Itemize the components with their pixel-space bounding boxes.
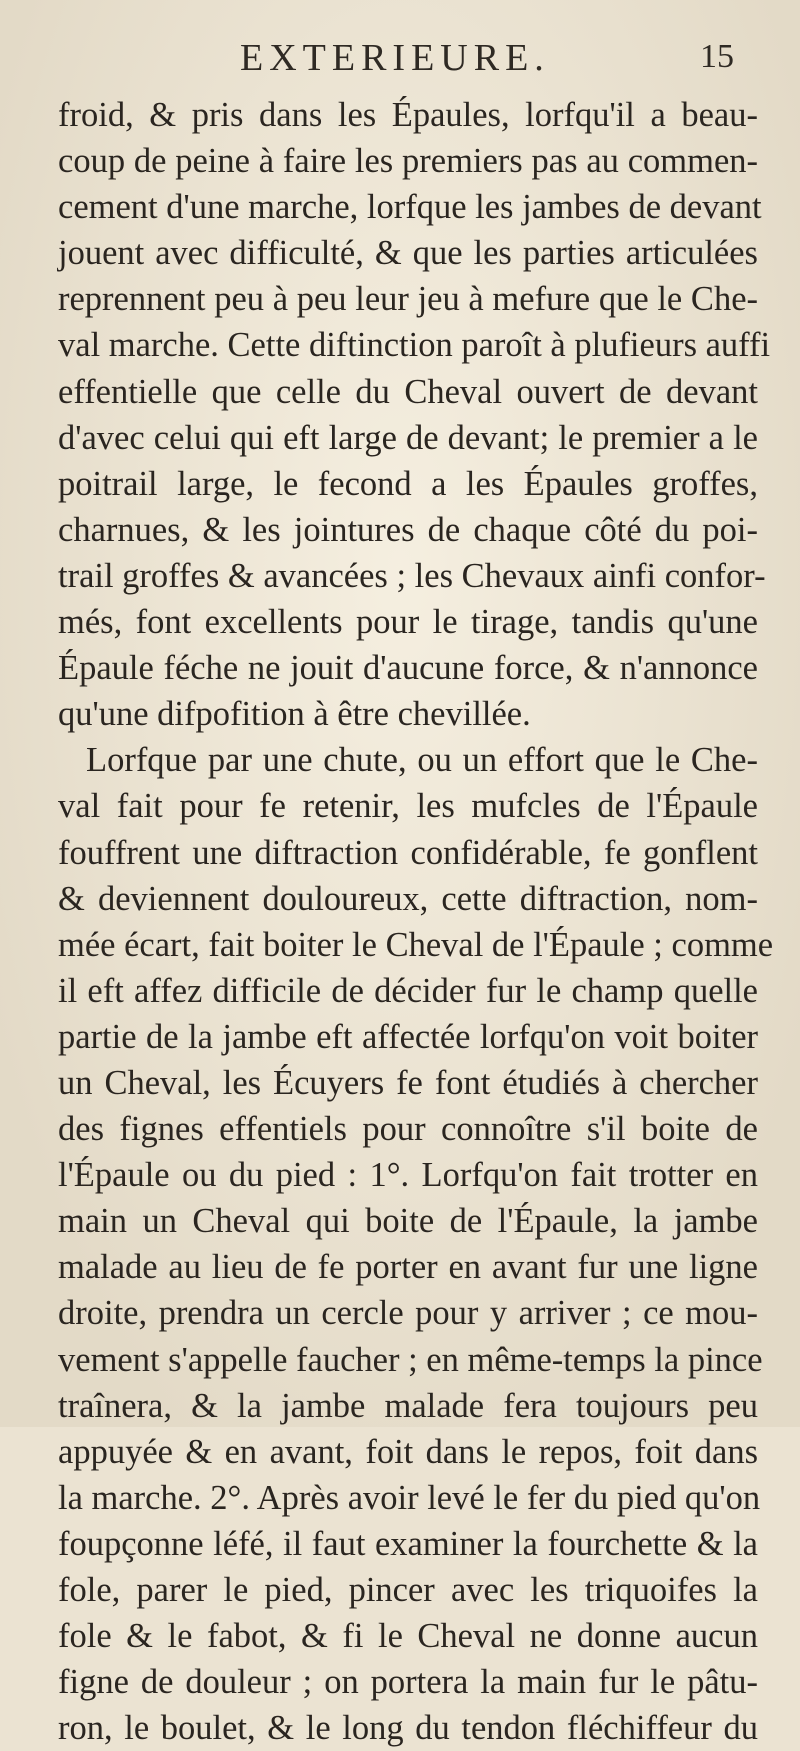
text-line: cement d'une marche, lorfque les jambes de devant (58, 188, 762, 227)
text-line: effentielle que celle du Cheval ouvert de devant (58, 372, 758, 411)
text-line: fouffrent une diftraction confidérable, fe gonflent (58, 833, 758, 872)
text-line: figne de douleur ; on portera la main fur le pâtu- (58, 1663, 758, 1702)
text-line: la marche. 2°. Après avoir levé le fer du pied qu'on (58, 1478, 761, 1517)
text-line: traînera, & la jambe malade fera toujours peu (58, 1386, 758, 1425)
text-line: charnues, & les jointures de chaque côté du poi- (58, 510, 758, 549)
text-line: droite, prendra un cercle pour y arriver ; ce mou- (58, 1294, 758, 1333)
body-text (58, 92, 774, 1751)
page-number: 15 (700, 38, 734, 75)
text-line: un Cheval, les Écuyers fe font étudiés à chercher (58, 1063, 758, 1102)
text-line: d'avec celui qui eft large de devant; le premier a le (58, 418, 758, 457)
text-line: poitrail large, le fecond a les Épaules groffes, (58, 464, 758, 503)
text-line: froid, & pris dans les Épaules, lorfqu'il a beau- (58, 96, 758, 134)
running-title: EXTERIEURE. (240, 37, 550, 79)
text-line: fole & le fabot, & fi le Cheval ne donne aucun (58, 1617, 758, 1656)
text-line: appuyée & en avant, foit dans le repos, foit dans (58, 1432, 758, 1471)
text-line: coup de peine à faire les premiers pas au commen- (58, 142, 758, 181)
text-line: més, font excellents pour le tirage, tandis qu'une (58, 603, 758, 642)
text-line: malade au lieu de fe porter en avant fur une ligne (58, 1248, 758, 1287)
text-line: partie de la jambe eft affectée lorfqu'on voit boiter (58, 1017, 758, 1056)
text-line: trail groffes & avancées ; les Chevaux ainfi confor- (58, 556, 766, 595)
text-line: ron, le boulet, & le long du tendon fléchiffeur du (58, 1709, 758, 1748)
text-line: Épaule féche ne jouit d'aucune force, & n'annonce (58, 649, 758, 688)
text-line: vement s'appelle faucher ; en même-temps la pince (58, 1340, 763, 1379)
text-line: val marche. Cette diftinction paroît à plufieurs auffi (58, 326, 771, 365)
text-line: jouent avec difficulté, & que les parties articulées (58, 234, 758, 273)
text-line: des fignes effentiels pour connoître s'il boite de (58, 1110, 758, 1149)
text-line: qu'une difpofition à être chevillée. (58, 695, 531, 734)
text-line: val fait pour fe retenir, les mufcles de l'Épaule (58, 787, 758, 826)
text-line: fole, parer le pied, pincer avec les triquoifes la (58, 1571, 758, 1609)
text-line: Lorfque par une chute, ou un effort que le Che- (86, 741, 758, 780)
text-line: l'Épaule ou du pied : 1°. Lorfqu'on fait trotter en (58, 1156, 758, 1195)
text-line: mée écart, fait boiter le Cheval de l'Épaule ; comme (58, 925, 774, 964)
text-line: reprennent peu à peu leur jeu à mefure que le Che- (58, 280, 758, 319)
text-line: foupçonne léfé, il faut examiner la fourchette & la (58, 1524, 758, 1563)
text-line: il eft affez difficile de décider fur le champ quelle (58, 971, 758, 1010)
text-line: & deviennent douloureux, cette diftraction, nom- (58, 879, 758, 918)
text-line: main un Cheval qui boite de l'Épaule, la jambe (58, 1202, 758, 1241)
page-header (0, 36, 800, 86)
